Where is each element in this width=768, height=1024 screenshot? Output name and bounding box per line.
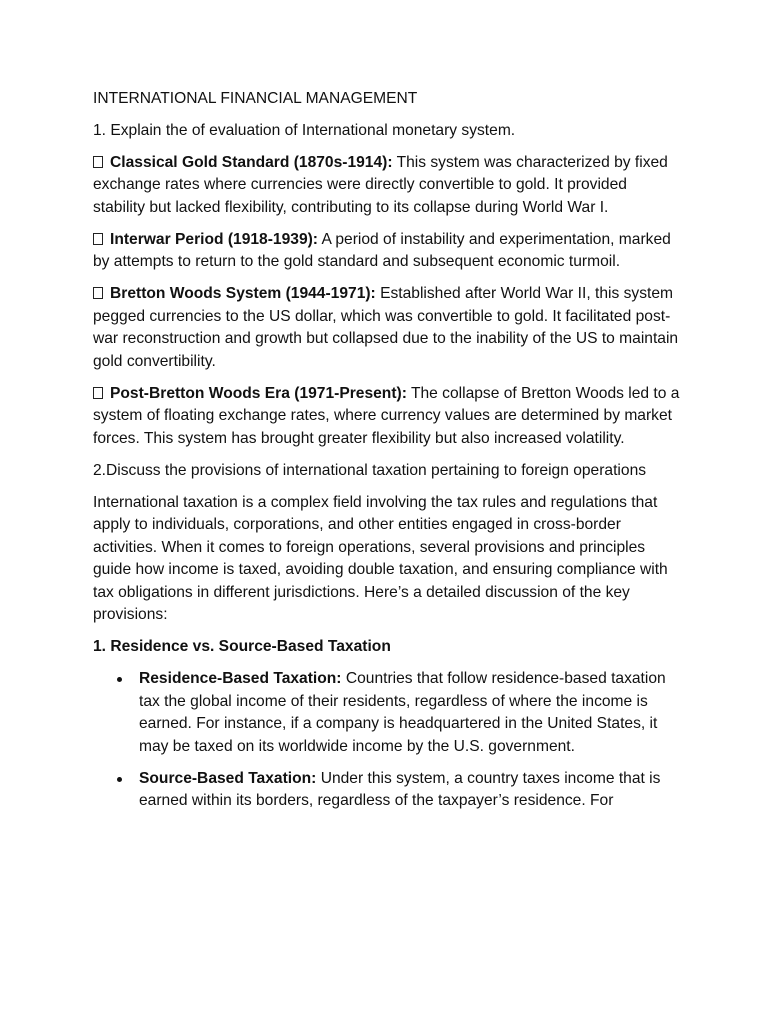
bullet-heading: Source-Based Taxation: xyxy=(139,769,317,787)
section-heading-text: 1. Residence vs. Source-Based Taxation xyxy=(93,638,391,655)
era-text: A period of instability and experimentation, marked by attempts to return to the gold standard and subsequent economic turmoil. xyxy=(93,230,671,270)
intro-paragraph: International taxation is a complex field involving the tax rules and regulations that apply to individuals, corporations, and other entities engaged in cross-border activities. When it comes to foreign operations, several provisions and principles guide how income is taxed, avoiding double taxation, and ensuring compliance with tax obligations in different jurisdictions. Here’s a detailed discussion of the key provisions: xyxy=(93,493,668,623)
era-text: Established after World War II, this system pegged currencies to the US dollar, which was convertible to gold. It facilitated post-war reconstruction and growth but collapsed due to the inability of the US to maintain gold convertibility. xyxy=(93,285,679,370)
era-paragraph-bretton-woods xyxy=(93,283,681,373)
bullet-text: Countries that follow residence-based taxation tax the global income of their residents, regardless of where the income is earned. For instance, if a company is headquartered in the United States, it may be taxed on its worldwide income by the U.S. government. xyxy=(139,670,666,755)
era-text: The collapse of Bretton Woods led to a system of floating exchange rates, where currency values are determined by market forces. This system has brought greater flexibility but also increased volatility. xyxy=(93,384,680,447)
document-title: INTERNATIONAL FINANCIAL MANAGEMENT xyxy=(93,90,418,107)
question-2: 2.Discuss the provisions of international taxation pertaining to foreign operations xyxy=(93,461,647,479)
missing-glyph-icon xyxy=(93,387,103,399)
bullet-text: Under this system, a country taxes income that is earned within its borders, regardless of the taxpayer’s residence. For xyxy=(139,769,661,809)
era-paragraph-post-bretton-woods xyxy=(93,383,681,451)
missing-glyph-icon xyxy=(93,233,103,245)
missing-glyph-icon xyxy=(93,287,103,299)
list-item xyxy=(139,768,681,813)
era-heading: Classical Gold Standard (1870s-1914): xyxy=(110,153,393,171)
era-heading: Bretton Woods System (1944-1971): xyxy=(110,285,376,302)
era-paragraph-interwar xyxy=(93,229,681,274)
era-heading: Interwar Period (1918-1939): xyxy=(110,230,319,248)
era-text: This system was characterized by fixed exchange rates where currencies were directly convertible to gold. It provided stability but lacked flexibility, contributing to its collapse during World War I. xyxy=(93,153,668,216)
section-heading xyxy=(93,636,681,659)
document-body xyxy=(93,88,681,822)
list-item xyxy=(139,668,681,758)
missing-glyph-icon xyxy=(93,156,103,168)
question-1: 1. Explain the of evaluation of International monetary system. xyxy=(93,121,516,139)
bullet-heading: Residence-Based Taxation: xyxy=(139,670,342,687)
era-paragraph-gold-standard xyxy=(93,152,681,220)
era-heading: Post-Bretton Woods Era (1971-Present): xyxy=(110,384,407,402)
bullet-list xyxy=(93,668,681,813)
